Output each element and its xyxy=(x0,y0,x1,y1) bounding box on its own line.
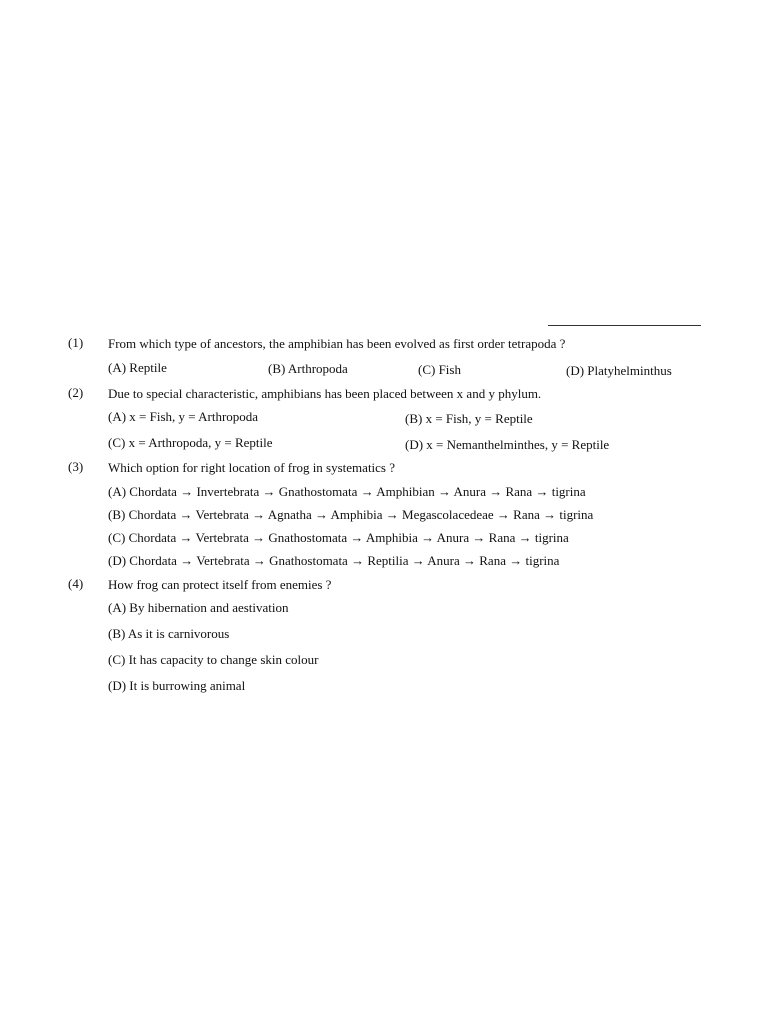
question-4-option-c: (C) It has capacity to change skin colour xyxy=(108,652,319,667)
question-1-number: (1) xyxy=(68,335,84,350)
question-4-option-d: (D) It is burrowing animal xyxy=(108,678,246,693)
question-2-option-d: (D) x = Nemanthelminthes, y = Reptile xyxy=(405,437,610,452)
question-2-option-c: (C) x = Arthropoda, y = Reptile xyxy=(108,435,273,450)
question-2-option-a: (A) x = Fish, y = Arthropoda xyxy=(108,409,259,424)
question-1-option-d: (D) Platyhelminthus xyxy=(566,363,672,378)
question-1-option-c: (C) Fish xyxy=(418,362,461,377)
question-1-option-b: (B) Arthropoda xyxy=(268,361,348,376)
question-2-text: Due to special characteristic, amphibians has been placed between x and y phylum. xyxy=(108,386,542,401)
question-3-number: (3) xyxy=(68,459,84,474)
question-3-option-d: (D) Chordata → Vertebrata → Gnathostomata → Reptilia → Anura → Rana → tigrina xyxy=(108,553,560,568)
top-rule-line xyxy=(548,325,701,326)
question-4-option-b: (B) As it is carnivorous xyxy=(108,626,230,641)
question-4-option-a: (A) By hibernation and aestivation xyxy=(108,600,289,615)
question-3-text: Which option for right location of frog in systematics ? xyxy=(108,460,396,475)
question-3-option-a: (A) Chordata → Invertebrata → Gnathostomata → Amphibian → Anura → Rana → tigrina xyxy=(108,484,586,499)
question-3-option-c: (C) Chordata → Vertebrata → Gnathostomata → Amphibia → Anura → Rana → tigrina xyxy=(108,530,569,545)
question-1-text: From which type of ancestors, the amphibian has been evolved as first order tetrapoda ? xyxy=(108,336,566,351)
question-1-option-a: (A) Reptile xyxy=(108,360,167,375)
question-2-option-b: (B) x = Fish, y = Reptile xyxy=(405,411,533,426)
question-3-option-b: (B) Chordata → Vertebrata → Agnatha → Amphibia → Megascolacedeae → Rana → tigrina xyxy=(108,507,594,522)
question-4-number: (4) xyxy=(68,576,84,591)
question-2-number: (2) xyxy=(68,385,84,400)
question-4-text: How frog can protect itself from enemies ? xyxy=(108,577,332,592)
